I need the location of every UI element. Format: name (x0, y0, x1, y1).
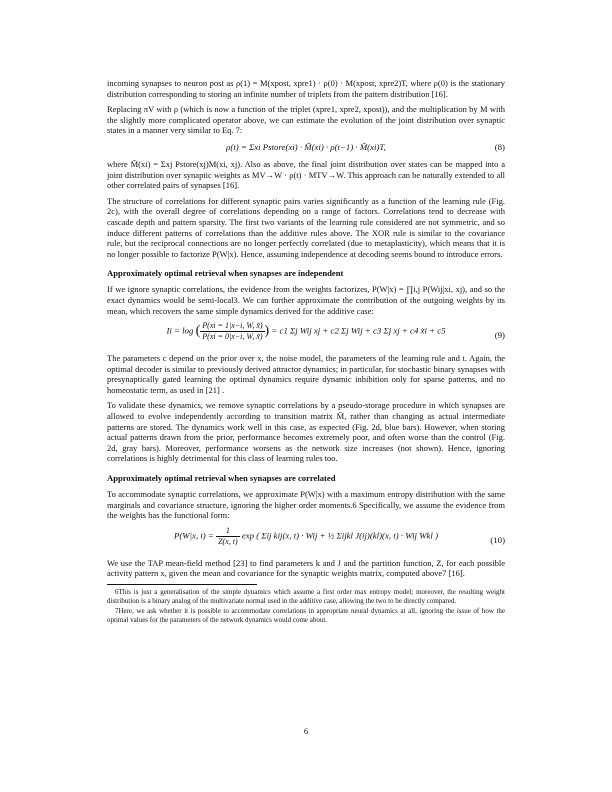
equation-10-denominator: Z(x, t) (218, 536, 238, 546)
equation-8-number: (8) (494, 141, 505, 152)
page-number: 6 (303, 726, 309, 736)
equation-10-body (174, 526, 438, 547)
paragraph-6: The parameters c depend on the prior over x, the noise model, the parameters of the learning rule and t. Again, the optimal decoder is similar to previously derived attractor dynamics; in particular, for stochastic binary synapses with presynaptically gated learning the optimal dynamics require dynamic inhibition only for sparse patterns, and no homeostatic term, as used in [21] . (107, 353, 505, 395)
footnote-separator (107, 584, 257, 585)
paragraph-2: Replacing πV with ρ (which is now a function of the triplet (xpre1, xpre2, xpost)), and the multiplication by M with the slightly more complicated operator above, we can estimate the evolution of the joint distribution over synaptic states in a manner very similar to Eq. 7: (107, 104, 505, 136)
paragraph-5: If we ignore synaptic correlations, the evidence from the weights factorizes, P(W|x) = ∏i,j P(Wij|xi, xj), and so the exact dynamics would be semi-local3. We can further approximate the contribution of the outgoing weights by its mean, which recovers the same simple dynamics derived for the additive case: (107, 284, 505, 316)
equation-9 (107, 321, 505, 349)
equation-10-rhs: exp ( Σij kij(x, t) · Wij + ½ Σijkl J(ij)(kl)(x, t) · Wij Wkl ) (241, 530, 438, 541)
footnote-6: 6This is just a generalisation of the simple dynamics which assume a first order max entropy model; moreover, the resulting weight distribution is a binary analog of the multivariate normal used in the additive case, allowing the two to be directly compared. (107, 588, 505, 605)
equation-9-lhs: Ii = log (166, 325, 194, 336)
equation-9-body: Ii = log ( $\frac{P(xi = 1|x-i, W, x̃)}{P(xi = 0|x-i, W, x̃)}$ ) = c1 Σj Wij xj + c2 Σj Wij + c3 Σj xj + c4 x̃i + c5 (166, 321, 446, 342)
equation-9-denominator: P(xi = 0|x−i, W, x̃) (202, 332, 263, 342)
footnote-7: 7Here, we ask whether it is possible to accommodate correlations in appropriate neural dynamics at all, ignoring the issue of how the optimal values for the parameters of the network dynamics would come about. (107, 607, 505, 624)
equation-8-body: ρ(t) = Σxi Pstore(xi) · M̃(xi) · ρ(t−1) · M̃(xi)T, (226, 141, 386, 152)
equation-10-lhs: P(W|x, t) = (173, 530, 214, 541)
section-heading-independent: Approximately optimal retrieval when synapses are independent (107, 268, 344, 279)
paragraph-3: where M̃(xi) = Σxj Pstore(xj)M(xi, xj). Also as above, the final joint distribution over states can be mapped into a joint distribution over synaptic weights as MV→W · ρ(t) · MTV→W. This approach can be naturally extended to all other correlated pairs of synapses [16]. (107, 158, 505, 191)
equation-10-number: (10) (490, 534, 505, 545)
equation-10-fraction (216, 526, 240, 547)
paragraph-7: To validate these dynamics, we remove synaptic correlations by a pseudo-storage procedure in which synapses are allowed to evolve independently according to transition matrix M̄, rather than changing as actual intermediate patterns are stored. The dynamics work well in this case, as expected (Fig. 2d, blue bars). However, when storing actual patterns drawn from the prior, performance becomes extremely poor, and often worse than the control (Fig. 2d, gray bars). Moreover, performance worsens as the network size increases (not shown). Hence, ignoring correlations is highly detrimental for this class of learning rules too. (107, 400, 505, 464)
paper-body (107, 78, 505, 626)
equation-10 (107, 526, 505, 554)
equation-9-numerator: P(xi = 1|x−i, W, x̃) (202, 321, 263, 331)
paragraph-9: We use the TAP mean-field method [23] to find parameters k and J and the partition function, Z, for each possible activity pattern x, given the mean and covariance for the synaptic weights matrix, computed above7 [16]. (107, 557, 505, 579)
paragraph-4: The structure of correlations for different synaptic pairs varies significantly as a function of the learning rule (Fig. 2c), with the overall degree of correlations depending on a range of factors. Correlations tend to decrease with cascade depth and pattern sparsity. The first two variants of the learning rule considered are not symmetric, and so induce different patterns of correlations than the additive rules above. The XOR rule is similar to the covariance rule, but the reciprocal connections are no longer perfectly correlated (due to metaplasticity), which means that it is no longer possible to factorize P(W|x). Hence, assuming independence at decoding seems bound to introduce errors. (107, 195, 505, 259)
equation-9-rhs: = c1 Σj Wij xj + c2 Σj Wij + c3 Σj xj + c4 x̃i + c5 (271, 325, 446, 336)
section-heading-correlated: Approximately optimal retrieval when synapses are correlated (107, 473, 336, 484)
paragraph-1: incoming synapses to neuron post as ρ(1) = M(xpost, xpre1) · ρ(0) · M(xpost, xpre2)T, where ρ(0) is the stationary distribution corresponding to storing an infinite number of triplets from the pattern distribution [16]. (107, 78, 505, 99)
equation-10-numerator: 1 (216, 526, 240, 537)
equation-9-fraction (200, 321, 264, 342)
paragraph-8: To accommodate synaptic correlations, we approximate P(W|x) with a maximum entropy distribution with the same marginals and covariance structure, ignoring the higher order moments.6 Specifically, we assume the evidence from the weights has the functional form: (107, 489, 505, 521)
equation-8 (107, 141, 505, 155)
equation-9-number: (9) (494, 330, 505, 341)
